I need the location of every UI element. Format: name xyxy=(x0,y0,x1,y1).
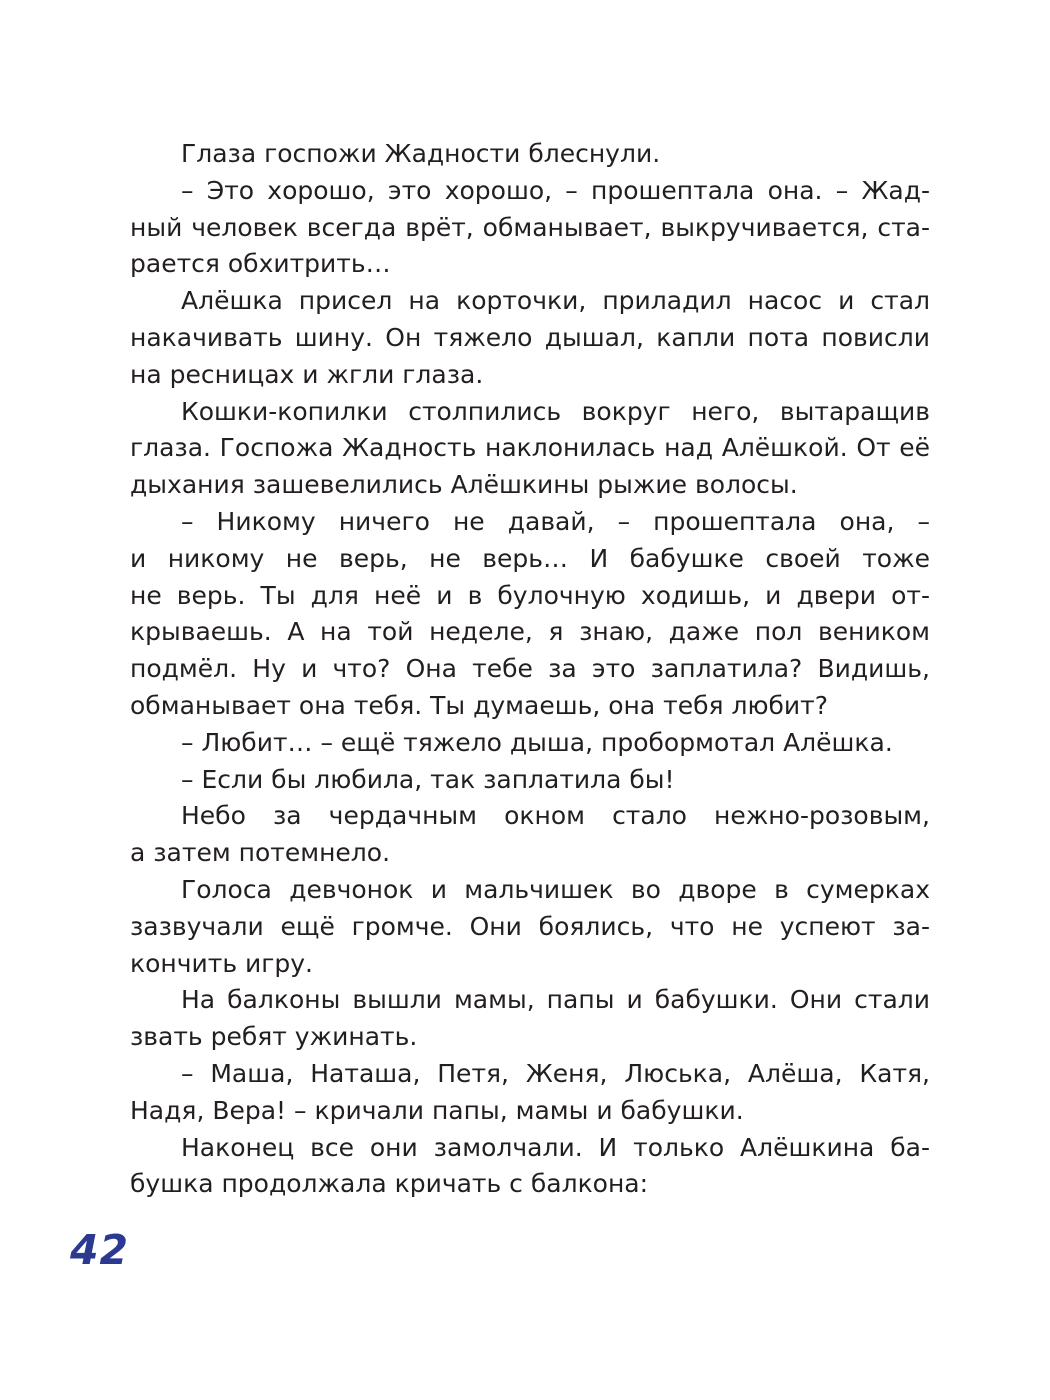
text-line: – Любит… – ещё тяжело дыша, пробормотал Алёшка. xyxy=(181,727,893,757)
text-line: – Если бы любила, так заплатила бы! xyxy=(181,764,675,794)
text-line: обманывает она тебя. Ты думаешь, она тебя любит? xyxy=(130,690,828,720)
body-text xyxy=(130,136,930,1203)
text-line: Небо за чердачным окном стало нежно-розовым, xyxy=(181,801,930,831)
text-line: накачивать шину. Он тяжело дышал, капли пота повисли xyxy=(130,322,930,352)
text-line: – Это хорошо, это хорошо, – прошептала она. – Жад- xyxy=(181,175,930,205)
text-line: Надя, Вера! – кричали папы, мамы и бабушки. xyxy=(130,1095,744,1125)
text-line: подмёл. Ну и что? Она тебе за это заплатила? Видишь, xyxy=(130,654,930,684)
text-line: Голоса девчонок и мальчишек во дворе в сумерках xyxy=(181,874,930,904)
text-line: на ресницах и жгли глаза. xyxy=(130,359,484,389)
text-line: Алёшка присел на корточки, приладил насос и стал xyxy=(181,286,930,316)
text-line: звать ребят ужинать. xyxy=(130,1022,418,1052)
text-line: не верь. Ты для неё и в булочную ходишь, и двери от- xyxy=(130,580,930,610)
text-line: Наконец все они замолчали. И только Алёшкина ба- xyxy=(181,1132,930,1162)
text-line: – Никому ничего не давай, – прошептала она, – xyxy=(181,506,930,536)
text-line: крываешь. А на той неделе, я знаю, даже пол веником xyxy=(130,617,930,647)
text-line: а затем потемнело. xyxy=(130,838,391,868)
text-line: рается обхитрить… xyxy=(130,249,391,279)
text-line: дыхания зашевелились Алёшкины рыжие волосы. xyxy=(130,470,798,500)
text-line: глаза. Госпожа Жадность наклонилась над Алёшкой. От её xyxy=(130,433,930,463)
text-line: и никому не верь, не верь… И бабушке своей тоже xyxy=(130,543,930,573)
text-line: Кошки-копилки столпились вокруг него, вытаращив xyxy=(181,396,930,426)
text-line: бушка продолжала кричать с балкона: xyxy=(130,1169,649,1199)
text-line: зазвучали ещё громче. Они боялись, что не успеют за- xyxy=(130,911,930,941)
text-line: Глаза госпожи Жадности блеснули. xyxy=(181,139,661,168)
page-number: 42 xyxy=(70,1226,130,1274)
text-line: На балконы вышли мамы, папы и бабушки. Они стали xyxy=(181,985,930,1015)
text-line: кончить игру. xyxy=(130,948,313,978)
text-line: ный человек всегда врёт, обманывает, выкручивается, ста- xyxy=(130,212,930,242)
text-line: – Маша, Наташа, Петя, Женя, Люська, Алёша, Катя, xyxy=(181,1058,930,1088)
